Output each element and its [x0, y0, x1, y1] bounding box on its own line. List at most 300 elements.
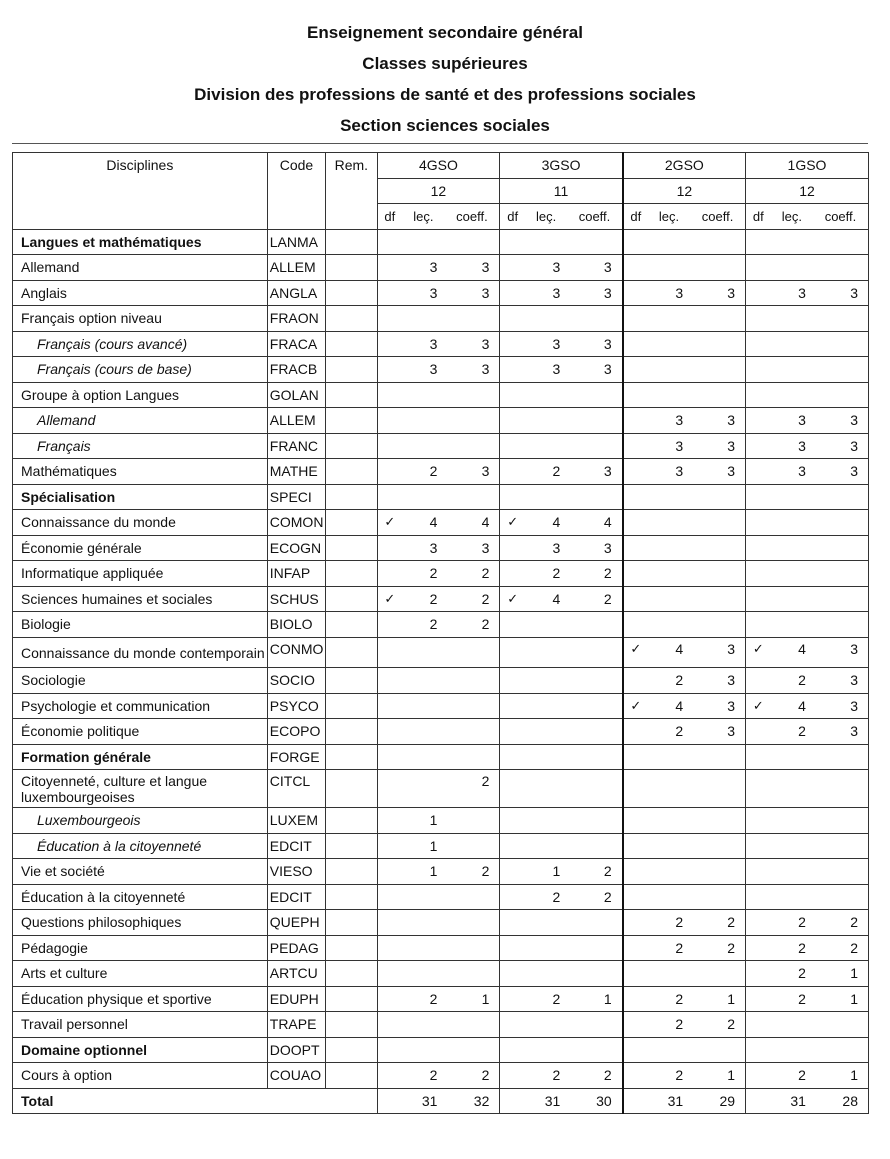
cell-df: [500, 382, 525, 408]
cell-df: [500, 331, 525, 357]
cell-coeff: [690, 510, 745, 536]
cell-df: [746, 935, 771, 961]
table-row: [13, 808, 869, 834]
cell-df: [377, 1088, 402, 1114]
cell-lecons: 4: [525, 510, 567, 536]
check-icon: ✓: [746, 637, 771, 668]
cell-lecons: [771, 357, 813, 383]
title-line-3: Division des professions de santé et des professions sociales: [194, 85, 696, 104]
cell-df: [746, 1037, 771, 1063]
cell-coeff: [813, 229, 869, 255]
discipline-code: INFAP: [267, 561, 325, 587]
cell-coeff: [690, 484, 745, 510]
header-sub-lec: leç.: [648, 204, 690, 230]
cell-lecons: 2: [648, 719, 690, 745]
cell-coeff: [567, 433, 622, 459]
header-sub-coeff: coeff.: [567, 204, 622, 230]
cell-lecons: [648, 382, 690, 408]
cell-df: [746, 306, 771, 332]
cell-lecons: 4: [771, 693, 813, 719]
header-class-2gso: 2GSO: [623, 153, 746, 179]
cell-df: [623, 510, 648, 536]
discipline-code: LUXEM: [267, 808, 325, 834]
cell-lecons: [525, 433, 567, 459]
cell-lecons: [648, 859, 690, 885]
remark-cell: [326, 808, 377, 834]
header-sub-lec: leç.: [771, 204, 813, 230]
cell-df: [500, 408, 525, 434]
discipline-name: Mathématiques: [13, 459, 268, 485]
cell-lecons: 3: [771, 433, 813, 459]
cell-coeff: [444, 668, 499, 694]
cell-coeff: 2: [813, 910, 869, 936]
cell-coeff: 3: [690, 637, 745, 668]
cell-lecons: [525, 833, 567, 859]
cell-lecons: 3: [525, 535, 567, 561]
cell-df: [500, 693, 525, 719]
discipline-code: LANMA: [267, 229, 325, 255]
cell-df: [746, 535, 771, 561]
discipline-name: Français: [13, 433, 268, 459]
table-row: [13, 1012, 869, 1038]
cell-coeff: 2: [567, 1063, 622, 1089]
cell-df: [377, 910, 402, 936]
cell-coeff: 3: [813, 408, 869, 434]
cell-coeff: 3: [813, 693, 869, 719]
cell-coeff: [690, 382, 745, 408]
cell-df: [500, 535, 525, 561]
cell-lecons: 3: [648, 433, 690, 459]
cell-df: [377, 535, 402, 561]
cell-coeff: 2: [567, 586, 622, 612]
cell-lecons: 3: [771, 459, 813, 485]
remark-cell: [326, 986, 377, 1012]
cell-coeff: [567, 382, 622, 408]
cell-coeff: 3: [813, 280, 869, 306]
cell-df: [377, 433, 402, 459]
cell-df: [746, 1088, 771, 1114]
cell-coeff: [813, 744, 869, 770]
cell-coeff: [567, 808, 622, 834]
cell-coeff: [813, 561, 869, 587]
cell-lecons: [648, 884, 690, 910]
cell-coeff: [690, 535, 745, 561]
cell-df: [623, 808, 648, 834]
cell-df: [500, 459, 525, 485]
cell-lecons: [402, 229, 444, 255]
cell-df: [377, 408, 402, 434]
cell-df: [746, 433, 771, 459]
cell-lecons: [402, 408, 444, 434]
cell-lecons: [771, 484, 813, 510]
remark-cell: [326, 535, 377, 561]
cell-df: [500, 637, 525, 668]
table-row: [13, 744, 869, 770]
cell-lecons: [402, 910, 444, 936]
cell-df: [746, 331, 771, 357]
cell-coeff: 28: [813, 1088, 869, 1114]
cell-lecons: 2: [648, 668, 690, 694]
cell-coeff: 3: [813, 459, 869, 485]
cell-coeff: [567, 1012, 622, 1038]
cell-df: [623, 459, 648, 485]
cell-coeff: [567, 408, 622, 434]
discipline-name: Pédagogie: [13, 935, 268, 961]
cell-coeff: [444, 935, 499, 961]
cell-lecons: [402, 719, 444, 745]
header-class-3gso: 3GSO: [500, 153, 623, 179]
discipline-name: Psychologie et communication: [13, 693, 268, 719]
table-row: [13, 935, 869, 961]
cell-df: [377, 229, 402, 255]
cell-coeff: [444, 693, 499, 719]
cell-lecons: [771, 586, 813, 612]
cell-df: [377, 693, 402, 719]
cell-lecons: [771, 859, 813, 885]
cell-df: [623, 357, 648, 383]
cell-df: [500, 1037, 525, 1063]
remark-cell: [326, 586, 377, 612]
cell-coeff: [813, 859, 869, 885]
cell-lecons: [771, 510, 813, 536]
discipline-name: Anglais: [13, 280, 268, 306]
title-line-4: Section sciences sociales: [340, 116, 550, 135]
cell-lecons: 1: [402, 833, 444, 859]
cell-lecons: [525, 935, 567, 961]
check-icon: ✓: [500, 510, 525, 536]
check-icon: ✓: [500, 586, 525, 612]
cell-lecons: [771, 535, 813, 561]
cell-df: [377, 484, 402, 510]
cell-coeff: [813, 255, 869, 281]
cell-lecons: 31: [525, 1088, 567, 1114]
cell-df: [377, 561, 402, 587]
header-sub-lec: leç.: [402, 204, 444, 230]
discipline-name: Éducation physique et sportive: [13, 986, 268, 1012]
cell-df: [500, 770, 525, 808]
cell-lecons: 3: [402, 357, 444, 383]
cell-coeff: 2: [444, 586, 499, 612]
cell-df: [623, 884, 648, 910]
cell-coeff: 3: [690, 280, 745, 306]
title-line-2: Classes supérieures: [362, 54, 528, 73]
header-sub-df: df: [500, 204, 525, 230]
discipline-code: ARTCU: [267, 961, 325, 987]
cell-df: [623, 433, 648, 459]
cell-df: [500, 744, 525, 770]
cell-df: [746, 808, 771, 834]
cell-lecons: [525, 808, 567, 834]
cell-lecons: [525, 668, 567, 694]
cell-coeff: [444, 306, 499, 332]
table-row: [13, 1037, 869, 1063]
header-weeks-4gso: 12: [377, 178, 500, 204]
cell-lecons: 2: [402, 586, 444, 612]
cell-df: [377, 719, 402, 745]
cell-coeff: [690, 808, 745, 834]
discipline-code: BIOLO: [267, 612, 325, 638]
table-row: [13, 910, 869, 936]
header-sub-df: df: [623, 204, 648, 230]
remark-cell: [326, 961, 377, 987]
discipline-code: PEDAG: [267, 935, 325, 961]
cell-df: [377, 884, 402, 910]
cell-coeff: [813, 382, 869, 408]
cell-lecons: [402, 433, 444, 459]
discipline-name: Spécialisation: [13, 484, 268, 510]
cell-df: [377, 770, 402, 808]
cell-coeff: [813, 586, 869, 612]
table-row: [13, 586, 869, 612]
cell-lecons: [771, 770, 813, 808]
remark-cell: [326, 280, 377, 306]
cell-coeff: [567, 612, 622, 638]
cell-df: [746, 255, 771, 281]
cell-df: [500, 484, 525, 510]
cell-coeff: [813, 1037, 869, 1063]
cell-coeff: 2: [444, 612, 499, 638]
cell-lecons: 31: [648, 1088, 690, 1114]
check-icon: ✓: [377, 586, 402, 612]
cell-lecons: [648, 331, 690, 357]
cell-coeff: [690, 586, 745, 612]
cell-lecons: [648, 357, 690, 383]
cell-df: [746, 1012, 771, 1038]
cell-coeff: [567, 833, 622, 859]
cell-df: [746, 961, 771, 987]
cell-df: [746, 408, 771, 434]
cell-coeff: 3: [813, 668, 869, 694]
cell-df: [623, 255, 648, 281]
discipline-name: Formation générale: [13, 744, 268, 770]
remark-cell: [326, 1037, 377, 1063]
table-row: [13, 770, 869, 808]
cell-df: [377, 612, 402, 638]
cell-lecons: [771, 612, 813, 638]
discipline-code: FORGE: [267, 744, 325, 770]
cell-df: [746, 229, 771, 255]
cell-df: [500, 935, 525, 961]
cell-df: [746, 612, 771, 638]
cell-coeff: [444, 408, 499, 434]
cell-lecons: [525, 719, 567, 745]
cell-df: [623, 744, 648, 770]
cell-coeff: [567, 693, 622, 719]
cell-df: [500, 910, 525, 936]
cell-coeff: 1: [690, 1063, 745, 1089]
table-row: [13, 637, 869, 668]
check-icon: ✓: [377, 510, 402, 536]
cell-lecons: 2: [525, 986, 567, 1012]
cell-coeff: 2: [444, 1063, 499, 1089]
cell-df: [623, 484, 648, 510]
cell-df: [746, 859, 771, 885]
cell-lecons: [402, 770, 444, 808]
cell-lecons: [402, 1037, 444, 1063]
cell-lecons: [771, 1012, 813, 1038]
discipline-name: Domaine optionnel: [13, 1037, 268, 1063]
cell-coeff: [813, 357, 869, 383]
cell-lecons: [402, 382, 444, 408]
remark-cell: [326, 1063, 377, 1089]
cell-df: [500, 668, 525, 694]
cell-lecons: 2: [402, 986, 444, 1012]
check-icon: ✓: [623, 693, 648, 719]
cell-lecons: 4: [402, 510, 444, 536]
cell-lecons: 3: [525, 255, 567, 281]
cell-coeff: 3: [444, 459, 499, 485]
cell-lecons: [771, 255, 813, 281]
cell-coeff: 1: [444, 986, 499, 1012]
cell-coeff: [690, 306, 745, 332]
cell-lecons: [648, 833, 690, 859]
cell-df: [500, 561, 525, 587]
cell-coeff: 3: [444, 255, 499, 281]
cell-lecons: [648, 961, 690, 987]
cell-coeff: 2: [567, 859, 622, 885]
cell-df: [623, 586, 648, 612]
cell-coeff: 2: [690, 910, 745, 936]
header-weeks-1gso: 12: [746, 178, 869, 204]
cell-lecons: [525, 229, 567, 255]
cell-df: [623, 1088, 648, 1114]
discipline-name: Sociologie: [13, 668, 268, 694]
remark-cell: [326, 859, 377, 885]
cell-df: [377, 986, 402, 1012]
cell-coeff: 2: [567, 561, 622, 587]
cell-lecons: 2: [525, 459, 567, 485]
cell-lecons: [402, 668, 444, 694]
remark-cell: [326, 306, 377, 332]
header-disciplines: Disciplines: [13, 153, 268, 230]
remark-cell: [326, 510, 377, 536]
cell-df: [377, 306, 402, 332]
discipline-code: FRANC: [267, 433, 325, 459]
cell-coeff: 3: [567, 357, 622, 383]
cell-coeff: [567, 306, 622, 332]
cell-lecons: [648, 770, 690, 808]
cell-coeff: [813, 331, 869, 357]
cell-coeff: 2: [690, 1012, 745, 1038]
cell-coeff: [690, 770, 745, 808]
cell-coeff: [813, 884, 869, 910]
cell-coeff: 3: [444, 331, 499, 357]
table-row: [13, 535, 869, 561]
discipline-code: SPECI: [267, 484, 325, 510]
cell-lecons: 1: [402, 859, 444, 885]
discipline-name: Luxembourgeois: [13, 808, 268, 834]
cell-coeff: 1: [813, 1063, 869, 1089]
table-row: [13, 255, 869, 281]
cell-lecons: [402, 935, 444, 961]
cell-df: [623, 306, 648, 332]
cell-df: [500, 1012, 525, 1038]
table-row: [13, 306, 869, 332]
table-row: [13, 433, 869, 459]
cell-coeff: [444, 433, 499, 459]
curriculum-table: [12, 152, 869, 1114]
cell-df: [623, 229, 648, 255]
table-row: [13, 612, 869, 638]
cell-lecons: 3: [402, 280, 444, 306]
cell-df: [377, 357, 402, 383]
cell-lecons: 2: [648, 986, 690, 1012]
remark-cell: [326, 433, 377, 459]
cell-lecons: [648, 306, 690, 332]
cell-coeff: [444, 833, 499, 859]
cell-lecons: [648, 612, 690, 638]
header-sub-coeff: coeff.: [444, 204, 499, 230]
cell-df: [623, 770, 648, 808]
cell-lecons: [525, 961, 567, 987]
discipline-code: SOCIO: [267, 668, 325, 694]
cell-lecons: [525, 1012, 567, 1038]
cell-coeff: [690, 833, 745, 859]
discipline-code: ECOPO: [267, 719, 325, 745]
cell-coeff: 1: [813, 961, 869, 987]
cell-df: [623, 561, 648, 587]
cell-coeff: 3: [690, 668, 745, 694]
cell-df: [623, 1063, 648, 1089]
cell-coeff: 3: [813, 719, 869, 745]
cell-lecons: 2: [525, 561, 567, 587]
cell-lecons: 1: [525, 859, 567, 885]
cell-lecons: 2: [771, 1063, 813, 1089]
table-row: [13, 961, 869, 987]
cell-df: [746, 357, 771, 383]
cell-lecons: 3: [525, 331, 567, 357]
cell-lecons: [525, 408, 567, 434]
remark-cell: [326, 668, 377, 694]
cell-coeff: [690, 229, 745, 255]
cell-coeff: [813, 833, 869, 859]
table-row: [13, 693, 869, 719]
cell-coeff: [444, 884, 499, 910]
cell-lecons: 2: [525, 884, 567, 910]
cell-df: [377, 833, 402, 859]
cell-coeff: 3: [690, 433, 745, 459]
cell-lecons: [771, 1037, 813, 1063]
header-sub-df: df: [746, 204, 771, 230]
cell-df: [746, 884, 771, 910]
discipline-name: Éducation à la citoyenneté: [13, 884, 268, 910]
cell-df: [746, 561, 771, 587]
discipline-name: Allemand: [13, 255, 268, 281]
cell-lecons: 4: [771, 637, 813, 668]
cell-lecons: [525, 306, 567, 332]
cell-lecons: 4: [648, 693, 690, 719]
cell-coeff: 3: [567, 280, 622, 306]
cell-lecons: 3: [648, 408, 690, 434]
cell-lecons: 2: [525, 1063, 567, 1089]
cell-lecons: 2: [771, 910, 813, 936]
cell-df: [623, 280, 648, 306]
cell-coeff: [567, 770, 622, 808]
cell-coeff: [813, 510, 869, 536]
cell-df: [377, 459, 402, 485]
cell-df: [623, 859, 648, 885]
discipline-code: FRAON: [267, 306, 325, 332]
cell-coeff: 3: [690, 459, 745, 485]
discipline-code: CITCL: [267, 770, 325, 808]
cell-coeff: [690, 744, 745, 770]
cell-lecons: 2: [771, 668, 813, 694]
cell-df: [623, 612, 648, 638]
cell-lecons: 3: [525, 280, 567, 306]
discipline-code: ALLEM: [267, 408, 325, 434]
remark-cell: [326, 408, 377, 434]
cell-coeff: [567, 668, 622, 694]
